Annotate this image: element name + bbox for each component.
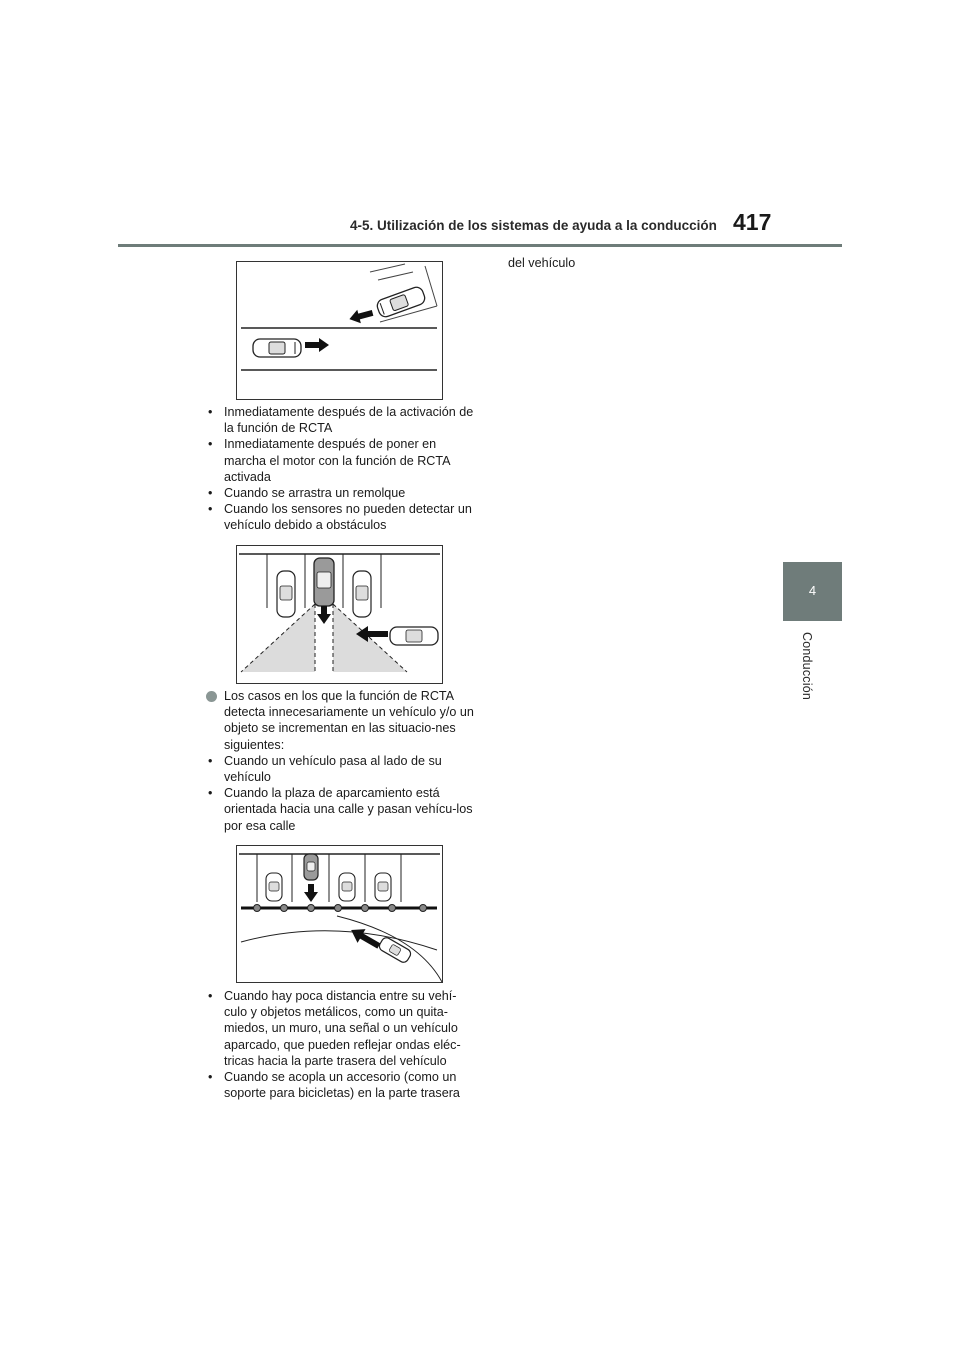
- parked-car-1: [266, 873, 282, 901]
- parked-car-left: [277, 571, 295, 617]
- list-item: • Cuando hay poca distancia entre su vehí-culo y objetos metálicos, como un quita-miedos, un muro, una señal o un vehículo aparcado, que pueden reflejar ondas eléc-tricas hacia la parte trasera del vehículo: [206, 988, 476, 1069]
- list-item: • Cuando la plaza de aparcamiento está orientada hacia una calle y pasan vehícu-los por esa calle: [206, 785, 476, 834]
- parked-car-3: [375, 873, 391, 901]
- page-number: 417: [733, 209, 772, 235]
- chapter-tab: [783, 562, 842, 621]
- arrow-right-icon: [305, 338, 329, 352]
- list-item: • Cuando un vehículo pasa al lado de su vehículo: [206, 753, 476, 785]
- arrow-up-left-icon: [347, 923, 383, 953]
- street-parking-drawing: [237, 846, 442, 982]
- section-title: 4-5. Utilización de los sistemas de ayuda a la conducción: [350, 218, 717, 233]
- list-item: • Cuando se arrastra un remolque: [206, 485, 476, 501]
- parked-car-right: [353, 571, 371, 617]
- list-item: • Inmediatamente después de poner en marcha el motor con la función de RCTA activada: [206, 436, 476, 485]
- bullet-list-2: [206, 753, 476, 834]
- chapter-label: Conducción: [800, 632, 814, 701]
- parked-car-2: [339, 873, 355, 901]
- illustration-diagonal-parking: [236, 261, 443, 400]
- arrow-down-icon: [304, 884, 318, 902]
- list-item: • Cuando los sensores no pueden detectar un vehículo debido a obstáculos: [206, 501, 476, 533]
- chapter-number: 4: [808, 583, 817, 598]
- circle-paragraph-text: Los casos en los que la función de RCTA detecta innecesariamente un vehículo y/o un objeto se incrementan en las situacio-nes siguientes:: [224, 689, 474, 752]
- approaching-car: [390, 627, 438, 645]
- circle-paragraph: [206, 688, 476, 753]
- illustration-obstructed-sensors: [236, 545, 443, 684]
- illustration-street-facing-parking: [236, 845, 443, 983]
- bullet-list-1: [206, 404, 476, 534]
- own-car: [314, 558, 334, 606]
- circle-bullet-icon: [206, 691, 217, 702]
- list-2-container: [206, 688, 476, 834]
- list-item: • Inmediatamente después de la activación de la función de RCTA: [206, 404, 476, 436]
- arrow-left-icon: [348, 306, 375, 326]
- arrow-down-icon: [317, 606, 331, 624]
- list-item: • Cuando se acopla un accesorio (como un soporte para bicicletas) en la parte trasera: [206, 1069, 476, 1101]
- own-car: [304, 854, 318, 880]
- diagonal-parking-drawing: [237, 262, 442, 399]
- header-rule: [118, 244, 842, 247]
- moving-car: [378, 936, 413, 964]
- reversing-car: [375, 285, 426, 318]
- bullet-list-3: [206, 988, 476, 1101]
- obstructed-sensors-drawing: [237, 546, 442, 683]
- list-3-container: [206, 988, 476, 1101]
- list-1-container: [206, 404, 476, 534]
- passing-car: [253, 339, 301, 357]
- continuation-text: del vehículo: [508, 256, 576, 270]
